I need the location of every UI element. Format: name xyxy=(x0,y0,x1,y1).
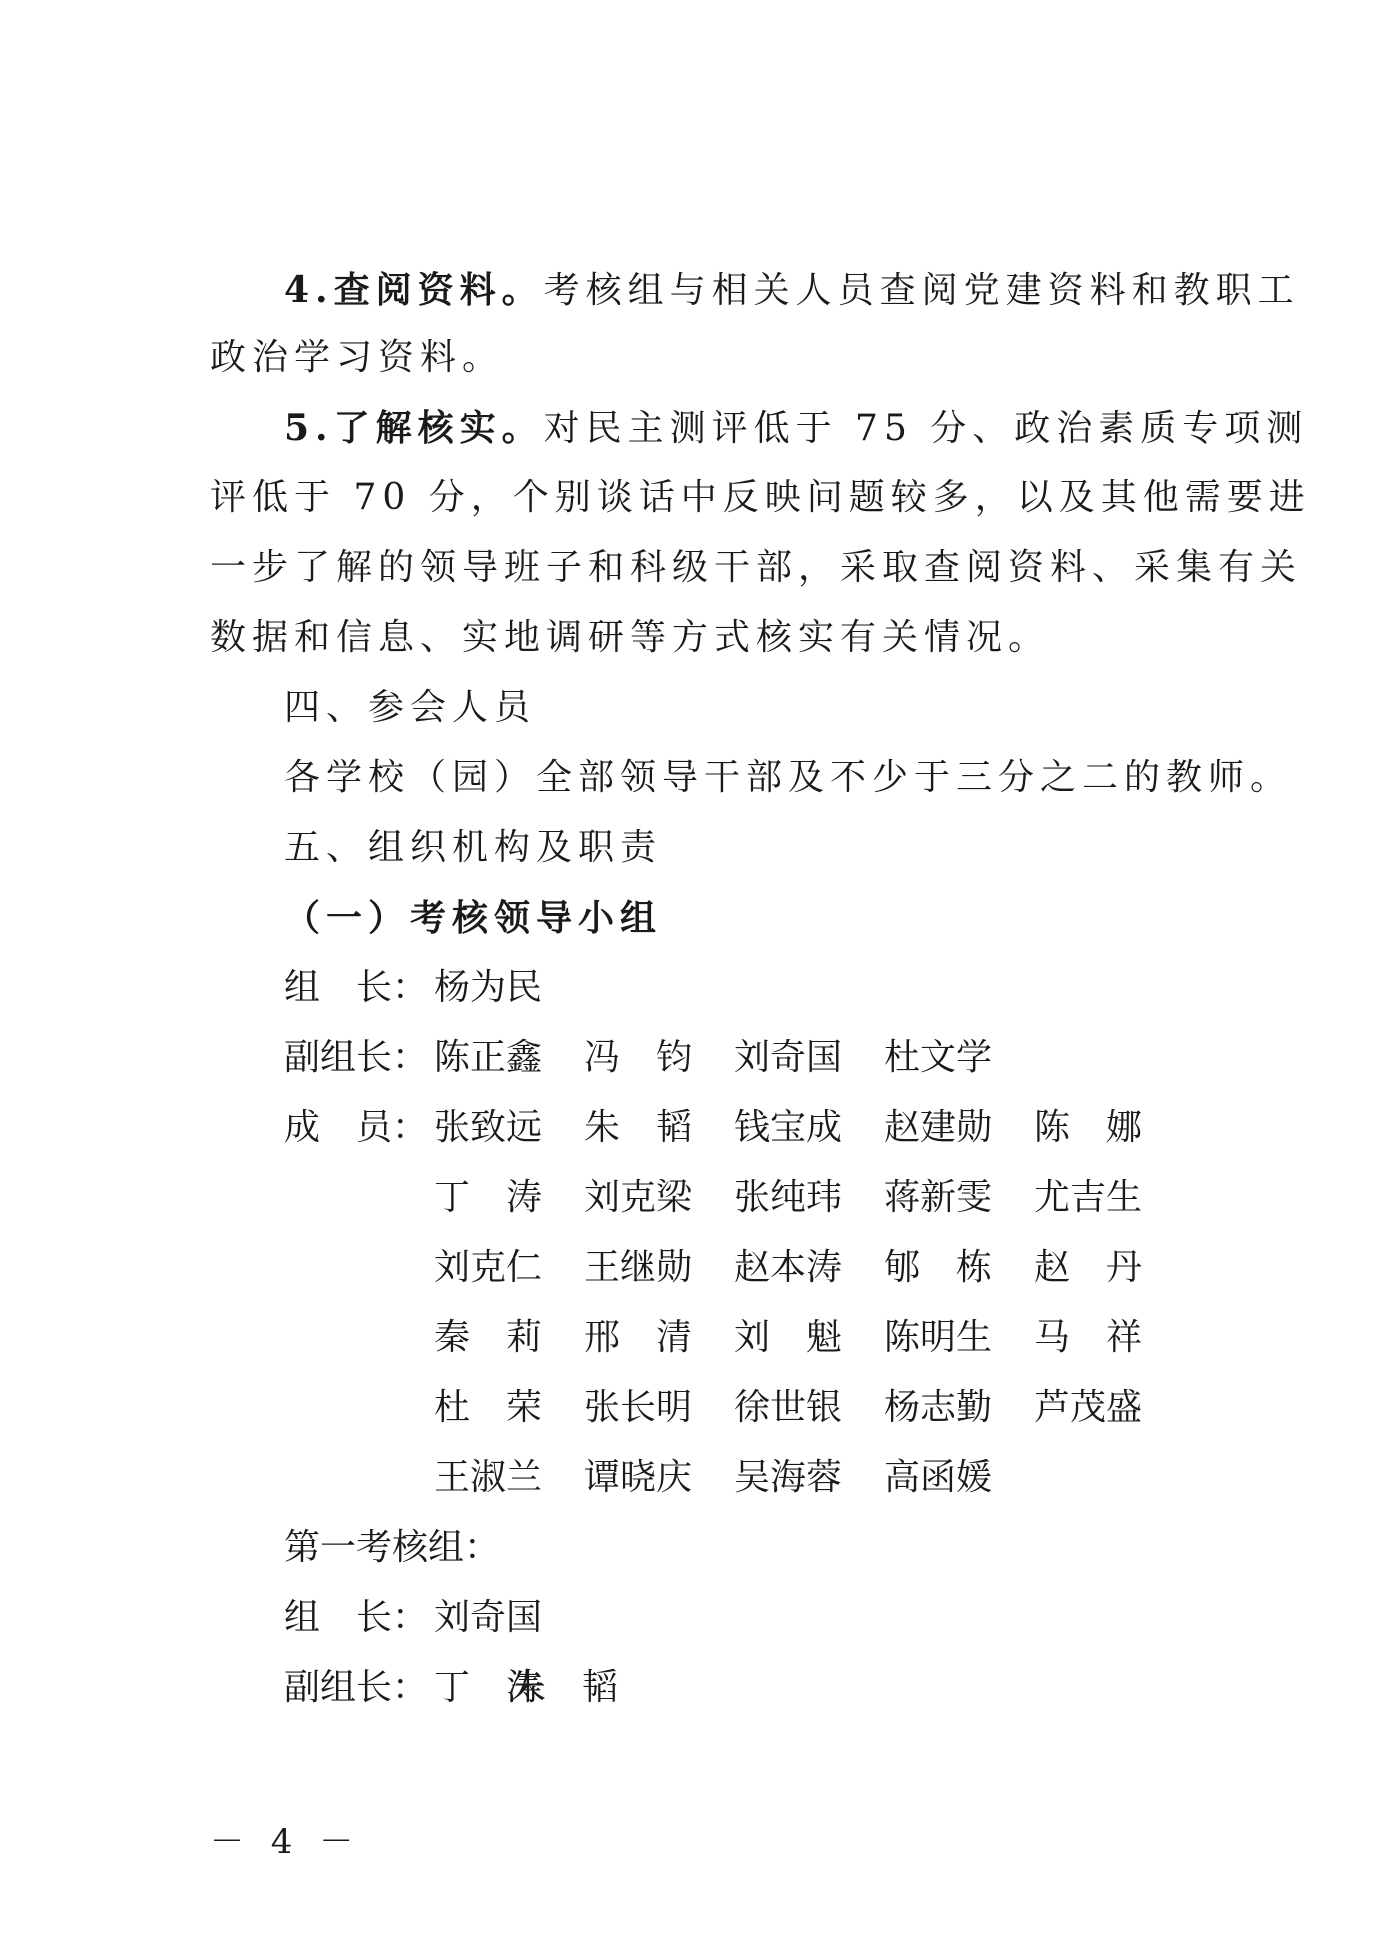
group-1-deputy-label: 副组长： xyxy=(284,1667,429,1708)
group-1-title-text: 第一考核组： xyxy=(284,1527,501,1568)
member-name: 吴海蓉 xyxy=(734,1457,843,1498)
paragraph-5-line-4: 数据和信息、实地调研等方式核实有关情况。 xyxy=(210,617,1051,658)
member-name: 赵本涛 xyxy=(734,1247,843,1288)
paragraph-4-line-2: 政治学习资料。 xyxy=(210,337,505,378)
member-name: 高函媛 xyxy=(884,1457,993,1498)
deputy-name: 冯 钧 xyxy=(584,1037,693,1078)
member-name: 马 祥 xyxy=(1034,1317,1143,1358)
member-name: 王淑兰 xyxy=(434,1457,543,1498)
deputy-name: 陈正鑫 xyxy=(434,1037,543,1078)
paragraph-4-heading: 4.查阅资料。 xyxy=(284,269,544,311)
member-name: 丁 涛 xyxy=(434,1177,543,1218)
group-1-deputy-name: 丁 涛 xyxy=(434,1667,543,1708)
paragraph-5-text: 对民主测评低于 75 分、政治素质专项测 xyxy=(543,408,1309,449)
member-name: 赵建勋 xyxy=(884,1107,993,1148)
member-name: 芦茂盛 xyxy=(1034,1387,1143,1428)
section-5-subtitle: （一）考核领导小组 xyxy=(284,897,663,939)
page-number: － 4 － xyxy=(210,1822,362,1862)
member-name: 尤吉生 xyxy=(1034,1177,1143,1218)
leader-label: 组 长： xyxy=(284,967,429,1008)
member-name: 徐世银 xyxy=(734,1387,843,1428)
member-name: 邢 清 xyxy=(584,1317,693,1358)
paragraph-5-line-3: 一步了解的领导班子和科级干部，采取查阅资料、采集有关 xyxy=(210,547,1303,588)
member-name: 陈明生 xyxy=(884,1317,993,1358)
member-name: 谭晓庆 xyxy=(584,1457,693,1498)
section-4-title: 四、参会人员 xyxy=(284,687,537,728)
member-name: 秦 莉 xyxy=(434,1317,543,1358)
member-name: 杨志勤 xyxy=(884,1387,993,1428)
member-name: 刘克仁 xyxy=(434,1247,543,1288)
paragraph-5-line-2: 评低于 70 分，个别谈话中反映问题较多，以及其他需要进 xyxy=(210,477,1311,518)
group-1-leader-name: 刘奇国 xyxy=(434,1597,543,1638)
member-name: 刘克梁 xyxy=(584,1177,693,1218)
member-name: 张致远 xyxy=(434,1107,543,1148)
deputy-name: 杜文学 xyxy=(884,1037,993,1078)
section-4-text: 各学校（园）全部领导干部及不少于三分之二的教师。 xyxy=(284,757,1293,798)
deputy-name: 刘奇国 xyxy=(734,1037,843,1078)
section-5-title: 五、组织机构及职责 xyxy=(284,827,663,868)
member-name: 郇 栋 xyxy=(884,1247,993,1288)
member-name: 蒋新雯 xyxy=(884,1177,993,1218)
members-label: 成 员： xyxy=(284,1107,429,1148)
paragraph-4-text: 考核组与相关人员查阅党建资料和教职工 xyxy=(543,270,1300,311)
group-1-leader-label: 组 长： xyxy=(284,1597,429,1638)
paragraph-5-line-1 xyxy=(284,404,1308,453)
member-name: 朱 韬 xyxy=(584,1107,693,1148)
leader-name: 杨为民 xyxy=(434,967,543,1008)
member-name: 王继勋 xyxy=(584,1247,693,1288)
member-name: 刘 魁 xyxy=(734,1317,843,1358)
member-name: 杜 荣 xyxy=(434,1387,543,1428)
paragraph-4-line-1 xyxy=(284,266,1300,315)
paragraph-5-heading: 5.了解核实。 xyxy=(284,407,544,449)
deputy-label: 副组长： xyxy=(284,1037,429,1078)
member-name: 张纯玮 xyxy=(734,1177,843,1218)
member-name: 赵 丹 xyxy=(1034,1247,1143,1288)
member-name: 陈 娜 xyxy=(1034,1107,1143,1148)
group-1-deputy-name: 朱 韬 xyxy=(510,1667,619,1708)
member-name: 张长明 xyxy=(584,1387,693,1428)
member-name: 钱宝成 xyxy=(734,1107,843,1148)
